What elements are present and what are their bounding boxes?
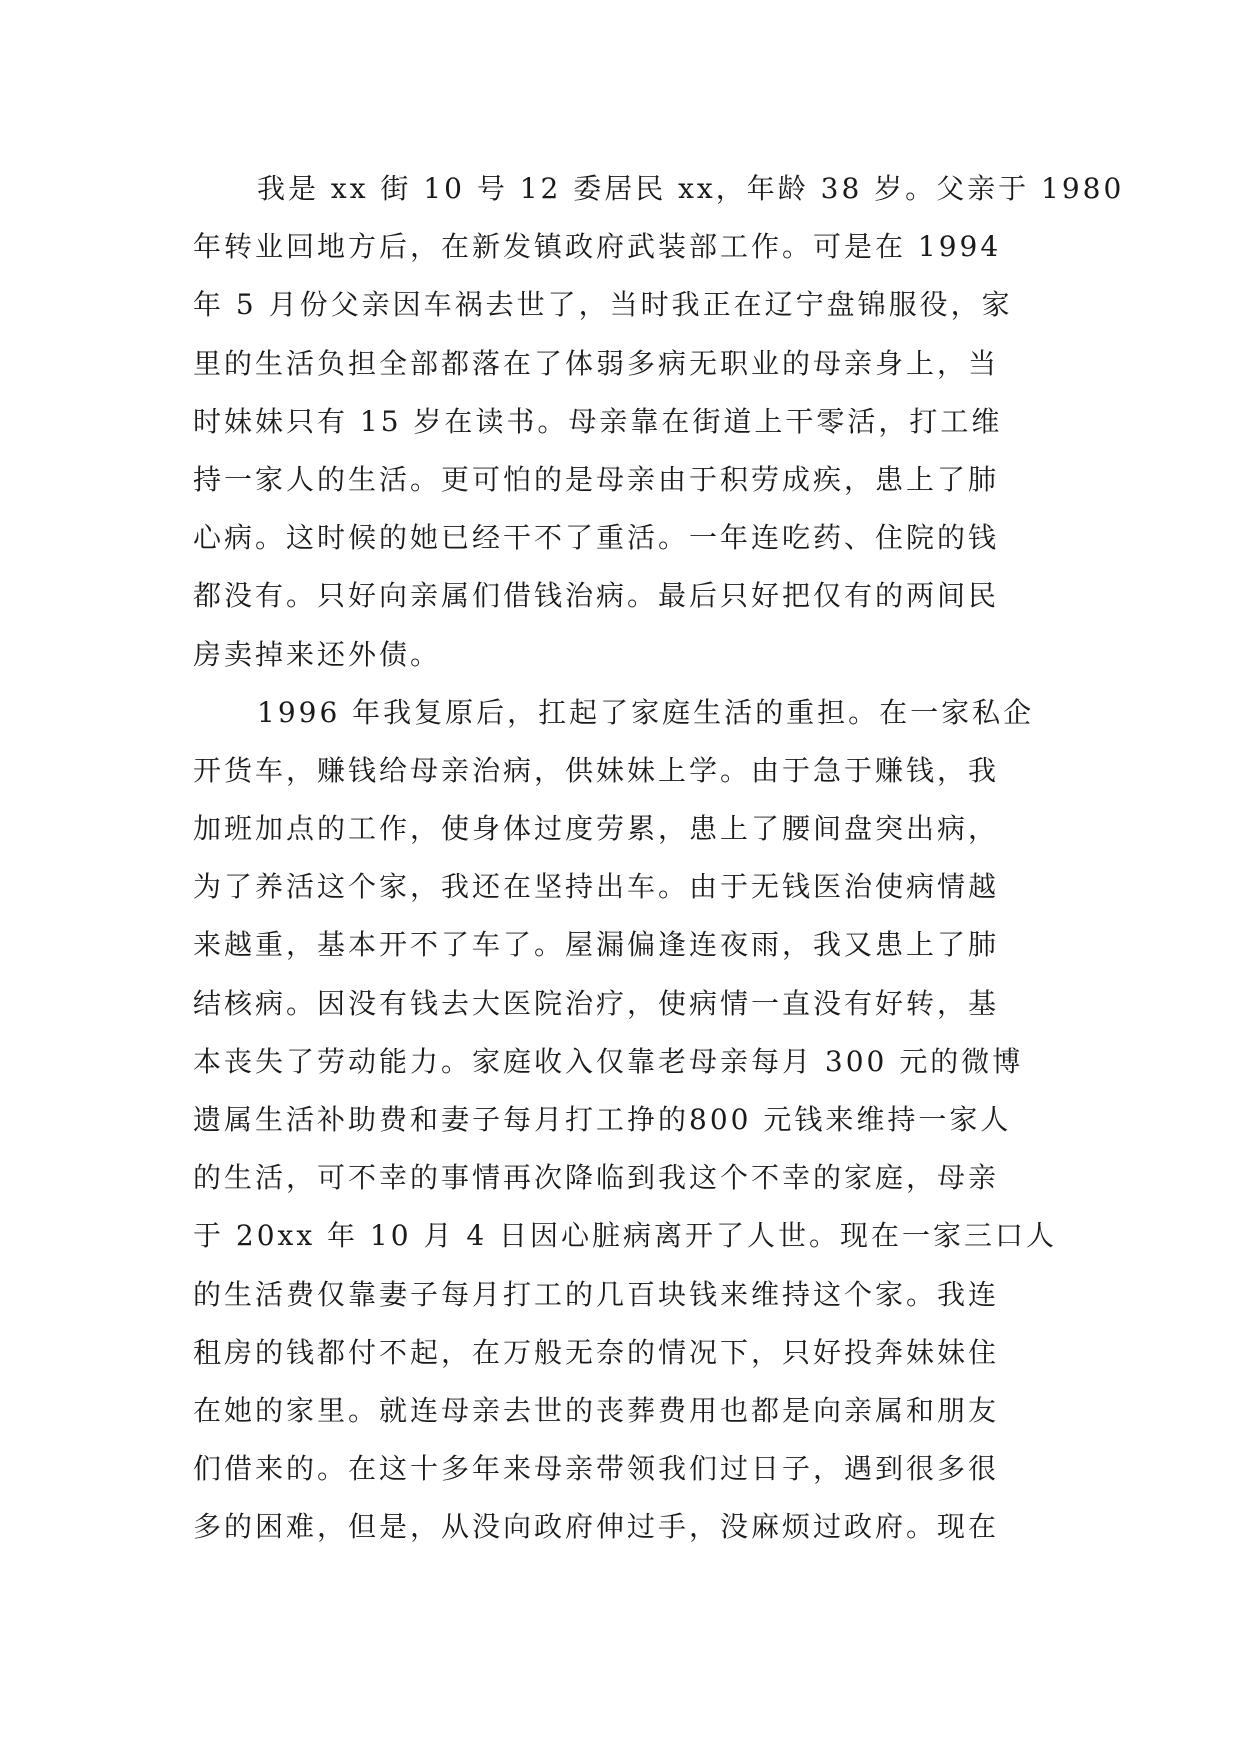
- text-line: 1996 年我复原后，扛起了家庭生活的重担。在一家私企: [257, 695, 1035, 729]
- text-line: 时妹妹只有 15 岁在读书。母亲靠在街道上干零活，打工维: [193, 404, 1003, 438]
- text-line: 结核病。因没有钱去大医院治疗，使病情一直没有好转，基: [193, 986, 1000, 1020]
- text-line: 遗属生活补助费和妻子每月打工挣的800 元钱来维持一家人: [193, 1103, 1012, 1136]
- text-line: 的生活，可不幸的事情再次降临到我这个不幸的家庭，母亲: [193, 1161, 1000, 1195]
- text-line: 为了养活这个家，我还在坚持出车。由于无钱医治使病情越: [193, 870, 1000, 904]
- document-body: [193, 160, 1125, 1557]
- text-line: 多的困难，但是，从没向政府伸过手，没麻烦过政府。现在: [193, 1510, 1000, 1544]
- text-line: 里的生活负担全部都落在了体弱多病无职业的母亲身上，当: [193, 346, 1000, 380]
- text-line: 持一家人的生活。更可怕的是母亲由于积劳成疾，患上了肺: [193, 462, 1000, 496]
- text-line: 本丧失了劳动能力。家庭收入仅靠老母亲每月 300 元的微博: [193, 1044, 1024, 1078]
- paragraph-1: [193, 160, 1125, 684]
- text-line: 的生活费仅靠妻子每月打工的几百块钱来维持这个家。我连: [193, 1277, 1000, 1311]
- text-line: 年转业回地方后，在新发镇政府武装部工作。可是在 1994: [193, 230, 1002, 264]
- text-line: 开货车，赚钱给母亲治病，供妹妹上学。由于急于赚钱，我: [193, 753, 1000, 787]
- text-line: 加班加点的工作，使身体过度劳累，患上了腰间盘突出病，: [193, 812, 1000, 846]
- text-line: 我是 xx 街 10 号 12 委居民 xx，年龄 38 岁。父亲于 1980: [257, 172, 1125, 205]
- text-line: 来越重，基本开不了车了。屋漏偏逢连夜雨，我又患上了肺: [193, 928, 1000, 962]
- text-line: 们借来的。在这十多年来母亲带领我们过日子，遇到很多很: [193, 1452, 1000, 1486]
- text-line: 在她的家里。就连母亲去世的丧葬费用也都是向亲属和朋友: [193, 1393, 1000, 1427]
- text-line: 房卖掉来还外债。: [193, 637, 442, 671]
- text-line: 都没有。只好向亲属们借钱治病。最后只好把仅有的两间民: [193, 579, 1000, 613]
- text-line: 心病。这时候的她已经干不了重活。一年连吃药、住院的钱: [193, 521, 1000, 555]
- text-line: 租房的钱都付不起，在万般无奈的情况下，只好投奔妹妹住: [193, 1335, 1000, 1369]
- paragraph-2: [193, 684, 1058, 1557]
- text-line: 于 20xx 年 10 月 4 日因心脏病离开了人世。现在一家三口人: [193, 1219, 1058, 1253]
- text-line: 年 5 月份父亲因车祸去世了，当时我正在辽宁盘锦服役，家: [193, 288, 1013, 322]
